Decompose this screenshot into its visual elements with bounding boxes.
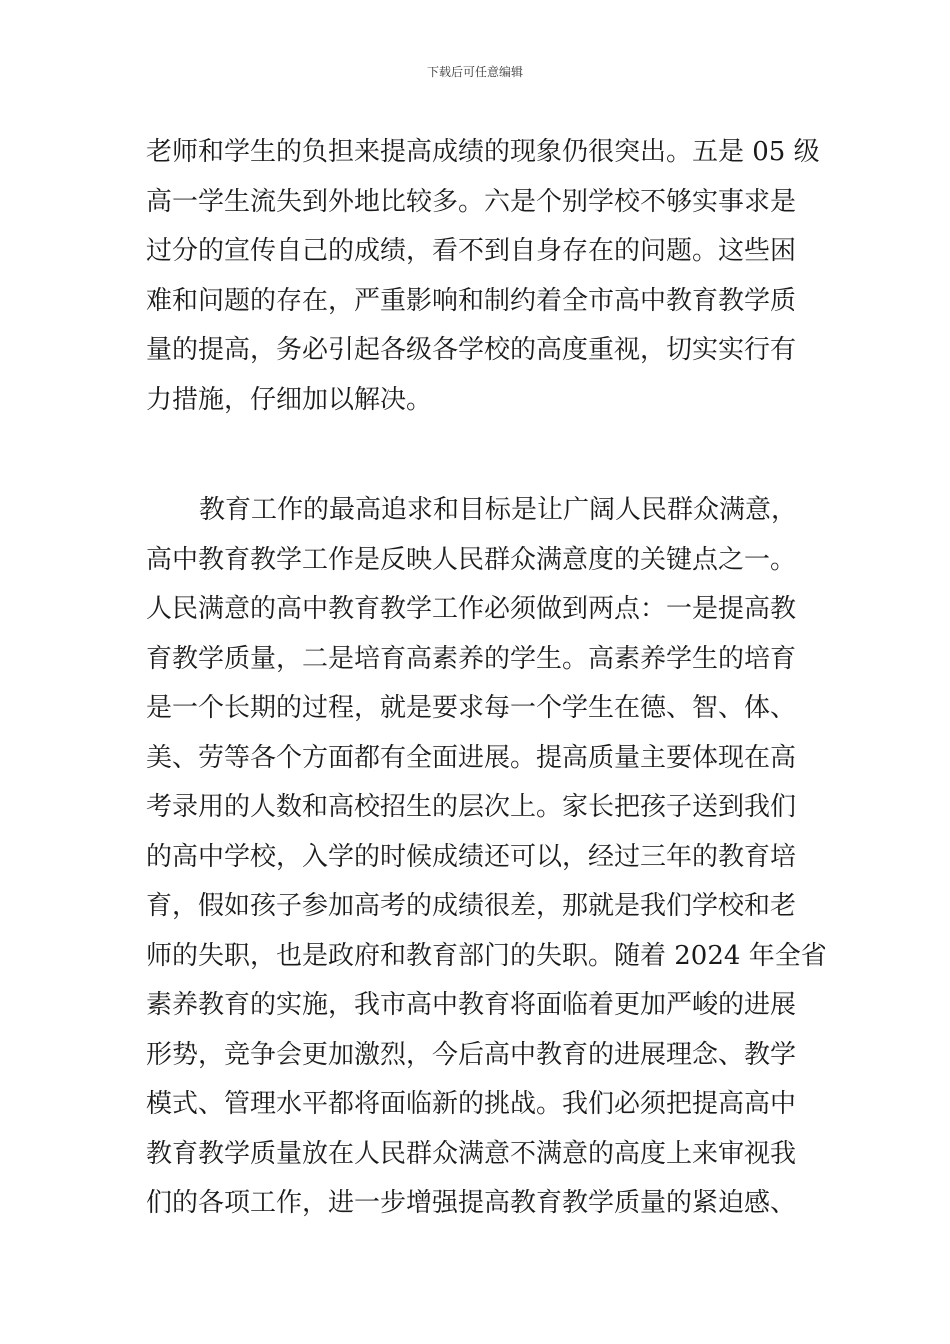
text-line: 育教学质量，二是培育高素养的学生。高素养学生的培育: [146, 643, 797, 674]
paragraph-1: [146, 128, 820, 425]
text-line: 高中教育教学工作是反映人民群众满意度的关键点之一。: [146, 544, 797, 575]
paragraph-spacer: [146, 425, 808, 486]
text-line: 育，假如孩子参加高考的成绩很差，那就是我们学校和老: [146, 891, 797, 921]
text-line: 量的提高，务必引起各级各学校的高度重视，切实实行有: [146, 335, 797, 365]
document-body: [146, 128, 827, 1229]
page-header: 下载后可任意编辑: [426, 65, 523, 79]
text-line: 难和问题的存在，严重影响和制约着全市高中教育教学质: [146, 285, 797, 316]
text-line: 素养教育的实施，我市高中教育将面临着更加严峻的进展: [146, 990, 797, 1020]
text-line: 考录用的人数和高校招生的层次上。家长把孩子送到我们: [146, 792, 797, 822]
text-line: 教育工作的最高追求和目标是让广阔人民群众满意，: [199, 495, 798, 525]
text-line: 模式、管理水平都将面临新的挑战。我们必须把提高高中: [146, 1089, 797, 1119]
text-line: 是一个长期的过程，就是要求每一个学生在德、智、体、: [146, 693, 797, 723]
text-line: 教育教学质量放在人民群众满意不满意的高度上来审视我: [146, 1138, 797, 1169]
text-line: 人民满意的高中教育教学工作必须做到两点：一是提高教: [146, 594, 797, 624]
text-line: 美、劳等各个方面都有全面进展。提高质量主要体现在高: [146, 742, 797, 773]
text-line: 师的失职，也是政府和教育部门的失职。随着 2024 年全省: [146, 940, 827, 971]
text-line: 老师和学生的负担来提高成绩的现象仍很突出。五是 05 级: [146, 137, 820, 167]
text-line: 过分的宣传自己的成绩，看不到自身存在的问题。这些困: [146, 236, 797, 266]
text-line: 的高中学校，入学的时候成绩还可以，经过三年的教育培: [146, 841, 797, 872]
text-line: 力措施，仔细加以解决。: [146, 384, 433, 415]
text-line: 高一学生流失到外地比较多。六是个别学校不够实事求是: [146, 186, 797, 217]
text-line: 们的各项工作，进一步增强提高教育教学质量的紧迫感、: [146, 1188, 797, 1218]
paragraph-2: [146, 486, 827, 1229]
text-line: 形势，竞争会更加激烈，今后高中教育的进展理念、教学: [146, 1039, 797, 1070]
